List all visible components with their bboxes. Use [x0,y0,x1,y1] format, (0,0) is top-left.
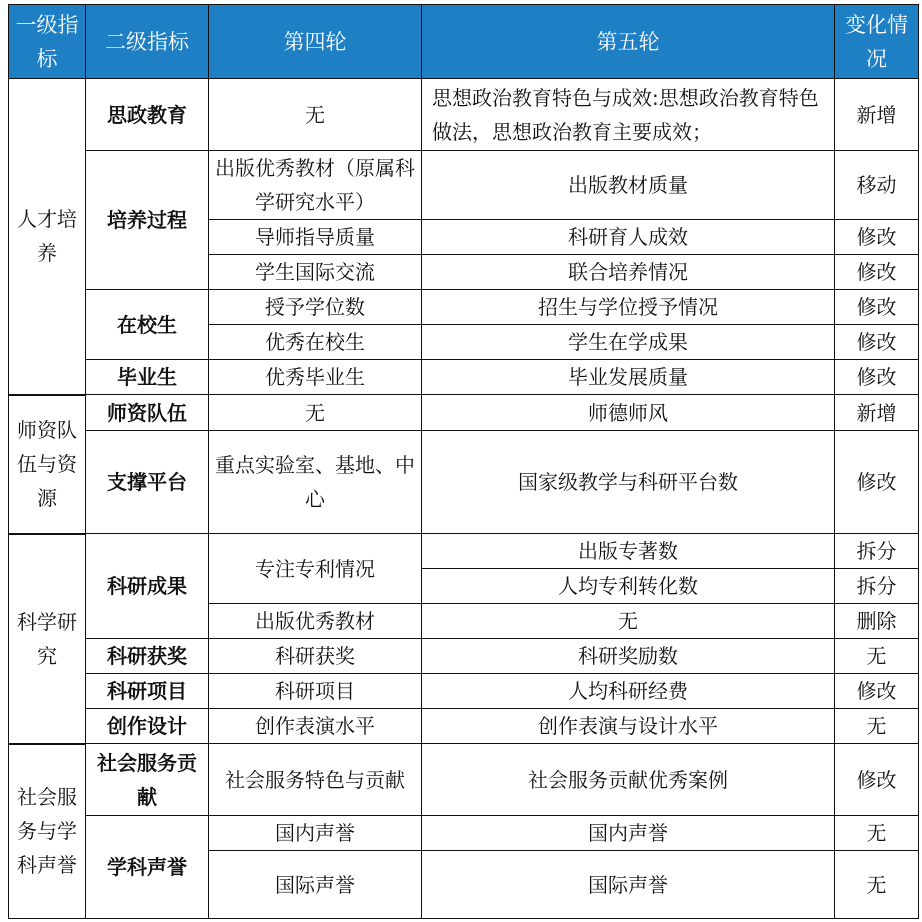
change-cell: 修改 [835,674,919,709]
level2-cell: 社会服务贡献 [86,744,209,816]
round4-cell: 重点实验室、基地、中心 [209,431,422,534]
change-cell: 拆分 [835,569,919,604]
header-round5: 第五轮 [422,5,835,79]
table-row [9,395,919,431]
round5-cell: 毕业发展质量 [422,360,835,395]
round4-cell: 学生国际交流 [209,255,422,290]
table-row [9,816,919,851]
header-level2: 二级指标 [86,5,209,79]
level1-talent: 人才培养 [9,79,86,395]
round4-cell: 无 [209,395,422,431]
round4-cell: 专注专利情况 [209,534,422,604]
round4-cell: 授予学位数 [209,290,422,325]
table-row [9,674,919,709]
level2-cell: 学科声誉 [86,816,209,919]
level2-cell: 思政教育 [86,79,209,151]
change-cell: 修改 [835,325,919,360]
table-row [9,79,919,151]
header-change: 变化情况 [835,5,919,79]
table-row [9,534,919,569]
table-row [9,290,919,325]
round5-cell: 学生在学成果 [422,325,835,360]
round5-cell: 社会服务贡献优秀案例 [422,744,835,816]
table-row [9,709,919,744]
table-row [9,151,919,220]
table-row [9,360,919,395]
round5-cell: 思想政治教育特色与成效:思想政治教育特色做法，思想政治教育主要成效； [422,79,835,151]
round4-cell: 社会服务特色与贡献 [209,744,422,816]
change-cell: 新增 [835,395,919,431]
change-cell: 无 [835,709,919,744]
table-row [9,744,919,816]
round5-cell: 科研奖励数 [422,639,835,674]
level2-cell: 科研获奖 [86,639,209,674]
round5-cell: 出版专著数 [422,534,835,569]
round4-cell: 出版优秀教材 [209,604,422,639]
round5-cell: 国内声誉 [422,816,835,851]
level2-cell: 在校生 [86,290,209,360]
level2-cell: 毕业生 [86,360,209,395]
change-cell: 新增 [835,79,919,151]
round4-cell: 出版优秀教材（原属科学研究水平） [209,151,422,220]
level2-cell: 创作设计 [86,709,209,744]
round4-cell: 优秀毕业生 [209,360,422,395]
change-cell: 无 [835,851,919,919]
round4-cell: 科研获奖 [209,639,422,674]
level2-cell: 科研成果 [86,534,209,639]
change-cell: 修改 [835,744,919,816]
round5-cell: 国家级教学与科研平台数 [422,431,835,534]
round4-cell: 科研项目 [209,674,422,709]
round5-cell: 招生与学位授予情况 [422,290,835,325]
level1-faculty: 师资队伍与资源 [9,395,86,534]
change-cell: 修改 [835,255,919,290]
round5-cell: 联合培养情况 [422,255,835,290]
level2-cell: 培养过程 [86,151,209,290]
level2-cell: 支撑平台 [86,431,209,534]
round4-cell: 无 [209,79,422,151]
table-row [9,639,919,674]
round5-cell: 创作表演与设计水平 [422,709,835,744]
round4-cell: 国际声誉 [209,851,422,919]
change-cell: 拆分 [835,534,919,569]
change-cell: 移动 [835,151,919,220]
round4-cell: 优秀在校生 [209,325,422,360]
table-header-row [9,5,919,79]
round5-cell: 出版教材质量 [422,151,835,220]
round5-cell: 国际声誉 [422,851,835,919]
change-cell: 修改 [835,360,919,395]
change-cell: 修改 [835,431,919,534]
change-cell: 修改 [835,290,919,325]
change-cell: 修改 [835,220,919,255]
round4-cell: 国内声誉 [209,816,422,851]
round5-cell: 科研育人成效 [422,220,835,255]
change-cell: 无 [835,816,919,851]
level2-cell: 科研项目 [86,674,209,709]
level1-service: 社会服务与学科声誉 [9,744,86,919]
header-level1: 一级指标 [9,5,86,79]
round5-cell: 无 [422,604,835,639]
round4-cell: 导师指导质量 [209,220,422,255]
level1-research: 科学研究 [9,534,86,744]
round4-cell: 创作表演水平 [209,709,422,744]
table-row [9,431,919,534]
level2-cell: 师资队伍 [86,395,209,431]
round5-cell: 师德师风 [422,395,835,431]
indicator-comparison-table [8,4,919,919]
header-round4: 第四轮 [209,5,422,79]
round5-cell: 人均科研经费 [422,674,835,709]
change-cell: 删除 [835,604,919,639]
change-cell: 无 [835,639,919,674]
round5-cell: 人均专利转化数 [422,569,835,604]
